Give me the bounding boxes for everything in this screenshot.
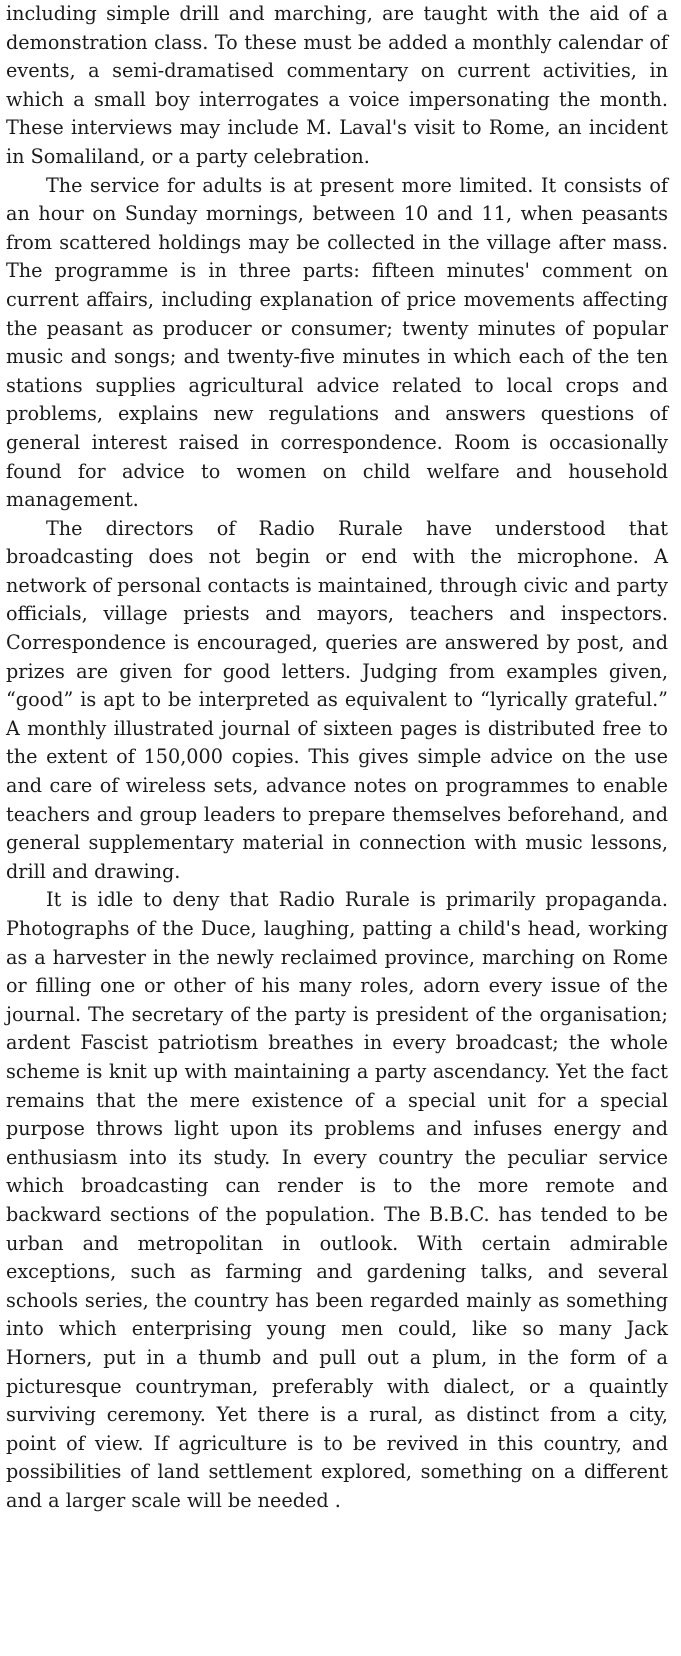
paragraph-4: It is idle to deny that Radio Rurale is primarily propaganda. Photographs of the Duce, laughing, patting a child's head, working as a harvester in the newly reclaimed province, marching on Rome or filling one or other of his many roles, adorn every issue of the journal. The secretary of the party is president of the organisation; ardent Fascist patriotism breathes in every broadcast; the whole scheme is knit up with maintaining a party ascendancy. Yet the fact remains that the mere existence of a special unit for a special purpose throws light upon its problems and infuses energy and enthusiasm into its study. In every country the peculiar service which broadcasting can render is to the more remote and backward sections of the population. The B.B.C. has tended to be urban and metropolitan in outlook. With certain admirable exceptions, such as farming and gardening talks, and several schools series, the country has been regarded mainly as something into which enterprising young men could, like so many Jack Horners, put in a thumb and pull out a plum, in the form of a picturesque countryman, preferably with dialect, or a quaintly surviving ceremony. Yet there is a rural, as distinct from a city, point of view. If agriculture is to be revived in this country, and possibilities of land settlement explored, something on a different and a larger scale will be needed .: [6, 888, 668, 1512]
paragraph-3: The directors of Radio Rurale have understood that broadcasting does not begin or end with the microphone. A network of personal contacts is maintained, through civic and party officials, village priests and mayors, teachers and inspectors. Correspondence is encouraged, queries are answered by post, and prizes are given for good letters. Judging from examples given, “good” is apt to be interpreted as equivalent to “lyrically grateful.” A monthly illustrated journal of sixteen pages is distributed free to the extent of 150,000 copies. This gives simple advice on the use and care of wireless sets, advance notes on programmes to enable teachers and group leaders to prepare themselves beforehand, and general supplementary material in connection with music lessons, drill and drawing.: [6, 516, 668, 883]
paragraph-2: The service for adults is at present more limited. It consists of an hour on Sunday mornings, between 10 and 11, when peasants from scattered holdings may be collected in the village after mass. The programme is in three parts: fifteen minutes' comment on current affairs, including explanation of price movements affecting the peasant as producer or consumer; twenty minutes of popular music and songs; and twenty-five minutes in which each of the ten stations supplies agricultural advice related to local crops and problems, explains new regulations and answers questions of general interest raised in correspondence. Room is occasionally found for advice to women on child welfare and household management.: [6, 173, 668, 512]
document-page: [6, 0, 668, 1515]
paragraph-1: including simple drill and marching, are taught with the aid of a demonstration class. To these must be added a monthly calendar of events, a semi-dramatised commentary on current activities, in which a small boy interrogates a voice impersonating the month. These interviews may include M. Laval's visit to Rome, an incident in Somaliland, or a party celebration.: [6, 2, 668, 168]
